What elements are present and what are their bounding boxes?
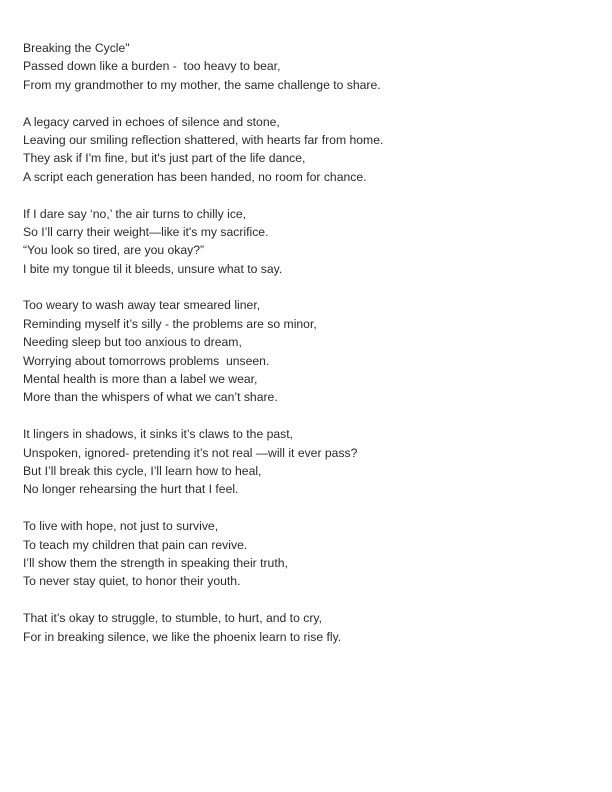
stanza-3 (23, 205, 603, 279)
poem-line: Leaving our smiling reflection shattered, with hearts far from home. (23, 132, 384, 147)
poem-line: If I dare say ‘no,’ the air turns to chilly ice, (23, 206, 247, 221)
poem-line: To live with hope, not just to survive, (23, 519, 219, 534)
poem-line: “You look so tired, are you okay?” (23, 243, 205, 258)
poem-line: To teach my children that pain can revive. (23, 537, 248, 552)
poem-line: Mental health is more than a label we wear, (23, 372, 258, 387)
poem-line: I bite my tongue til it bleeds, unsure what to say. (23, 261, 283, 276)
poem-line: That it’s okay to struggle, to stumble, to hurt, and to cry, (23, 611, 322, 626)
poem-line: They ask if I'm fine, but it's just part of the life dance, (23, 151, 306, 166)
poem-line: For in breaking silence, we like the phoenix learn to rise fly. (23, 629, 342, 644)
poem-line: So I’ll carry their weight—like it's my sacrifice. (23, 224, 269, 239)
poem-line: A script each generation has been handed, no room for chance. (23, 169, 367, 184)
poem-body (23, 57, 603, 646)
poem-line: I’ll show them the strength in speaking their truth, (23, 555, 288, 570)
poem-line: To never stay quiet, to honor their youth. (23, 574, 241, 589)
stanza-5 (23, 425, 603, 499)
poem-title: Breaking the Cycle" (23, 41, 130, 55)
poem-line: Worrying about tomorrows problems unseen. (23, 353, 270, 368)
poem-line: It lingers in shadows, it sinks it’s claws to the past, (23, 427, 294, 442)
poem-line: No longer rehearsing the hurt that I feel. (23, 482, 239, 497)
stanza-4 (23, 296, 603, 406)
stanza-2 (23, 113, 603, 187)
poem-line: Too weary to wash away tear smeared liner, (23, 298, 261, 313)
poem-line: Unspoken, ignored- pretending it’s not real —will it ever pass? (23, 445, 358, 460)
poem-line: Needing sleep but too anxious to dream, (23, 335, 242, 350)
poem (23, 39, 603, 664)
stanza-1 (23, 57, 603, 94)
stanza-6 (23, 517, 603, 591)
poem-line: A legacy carved in echoes of silence and stone, (23, 114, 280, 129)
poem-line: From my grandmother to my mother, the same challenge to share. (23, 77, 381, 92)
stanza-7 (23, 609, 603, 646)
poem-line: More than the whispers of what we can’t share. (23, 390, 278, 405)
poem-line: Passed down like a burden - too heavy to bear, (23, 59, 281, 74)
poem-line: Reminding myself it’s silly - the problems are so minor, (23, 316, 317, 331)
poem-line: But I’ll break this cycle, I’ll learn how to heal, (23, 463, 262, 478)
